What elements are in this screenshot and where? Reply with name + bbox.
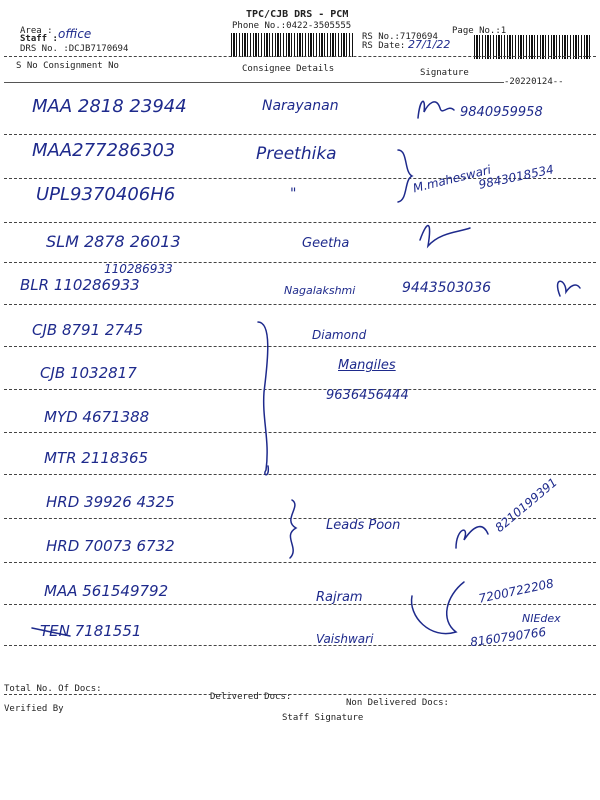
receiver-phone: 9843018534 [477,162,555,192]
consignment-number: MAA277286303 [32,140,176,161]
consignee-name: Vaishwari [316,632,374,646]
consignment-number: CJB 1032817 [40,364,137,382]
signature-scribble [418,101,454,118]
consignment-number: TEN 7181551 [40,622,142,640]
strike-out [32,628,70,636]
staff-label: Staff : [20,34,58,44]
receiver-signature: NIEdex [522,612,561,625]
consignment-number: BLR 110286933 [20,276,140,294]
consignee-name: Preethika [256,144,337,164]
receiver-name: M.maheswari [411,162,493,196]
signature-scribble [420,226,470,246]
blr-overwrite-note: 110286933 [104,262,173,276]
receiver-phone: 8160790766 [469,624,547,650]
signature-scribble [558,281,580,296]
signature-scribble [456,527,488,548]
staff-signature-label: Staff Signature [282,713,364,723]
footer-divider [4,694,596,695]
consignee-name: Rajram [316,590,363,605]
receiver-phone: 9840959958 [460,105,543,120]
staff-value: office [58,27,92,41]
date-code: -20220124-- [504,77,564,87]
total-docs-label: Total No. Of Docs: [4,684,102,694]
brace-stroke [398,150,412,202]
document-title: TPC/CJB DRS - PCM [246,9,349,20]
receiver-phone: 9636456444 [326,388,409,403]
area-label: Area : [20,26,53,36]
consignment-number: HRD 70073 6732 [46,537,175,555]
rs-number: RS No.:7170694 [362,32,438,42]
consignee-name: Nagalakshmi [284,284,356,297]
consignment-number: HRD 39926 4325 [46,493,175,511]
consignment-number: MAA 2818 23944 [32,96,187,117]
rs-date-label: RS Date: [362,41,406,51]
receiver-phone: 9443503036 [402,280,492,296]
delivered-docs-label: Delivered Docs: [210,692,292,702]
drs-number: DRS No. :DCJB7170694 [20,44,129,54]
receiver-signature: Mangiles [338,358,396,373]
consignee-name: Leads Poon [326,518,401,533]
consignment-number: CJB 8791 2745 [32,321,144,339]
column-signature: Signature [420,68,469,78]
consignment-number: MYD 4671388 [44,408,150,426]
consignment-number: SLM 2878 26013 [46,232,181,251]
receiver-phone: 7200722208 [477,576,555,606]
page-number: Page No.:1 [452,26,507,36]
consignment-number: MTR 2118365 [44,449,149,467]
rs-date-value: 27/1/22 [408,38,451,51]
signature-scribble [412,582,464,634]
consignee-name: Diamond [312,328,367,342]
brace-stroke [290,500,296,558]
receiver-phone: 8210199391 [492,475,560,535]
consignment-number: UPL9370406H6 [36,184,176,205]
phone-number: Phone No.:0422-3505555 [232,21,352,31]
consignee-name: " [290,186,297,202]
consignee-name: Geetha [302,236,350,251]
consignment-number: MAA 561549792 [44,582,169,600]
consignee-name: Narayanan [262,98,339,114]
brace-stroke [258,322,268,475]
verified-by-label: Verified By [4,704,64,714]
column-sno-consignment: S No Consignment No [16,61,119,71]
non-delivered-docs-label: Non Delivered Docs: [346,698,449,708]
column-consignee: Consignee Details [242,64,335,74]
